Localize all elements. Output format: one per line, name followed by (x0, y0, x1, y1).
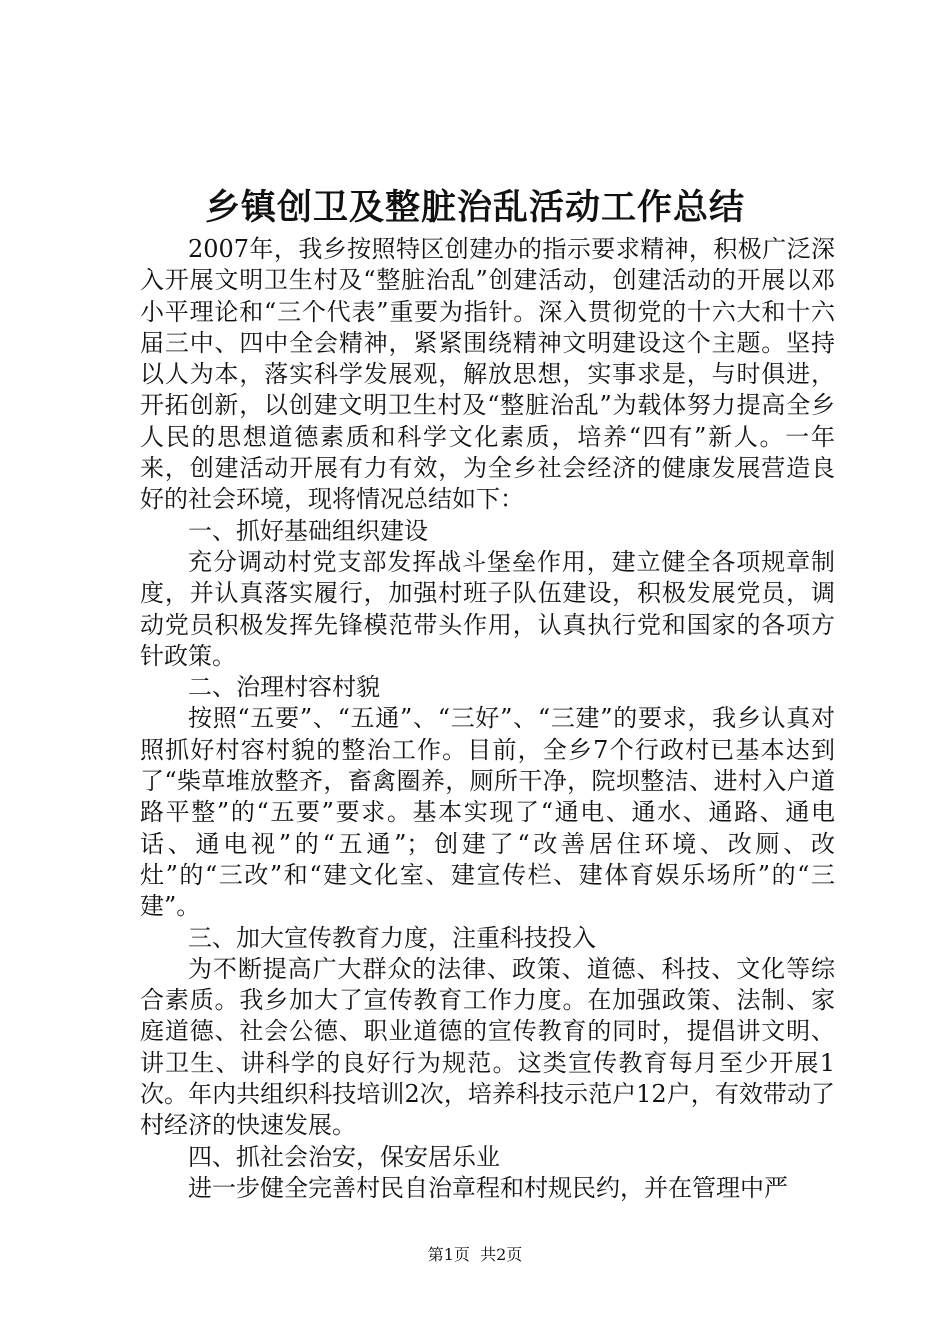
section-body-1: 充分调动村党支部发挥战斗堡垒作用，建立健全各项规章制度，并认真落实履行，加强村班子队伍建设，积极发展党员，调动党员积极发挥先锋模范带头作用，认真执行党和国家的各项方针政策。 (140, 547, 835, 670)
section-body-4: 进一步健全完善村民自治章程和村规民约，并在管理中严 (188, 1173, 788, 1202)
document-body (140, 234, 835, 1204)
section-body-3: 为不断提高广大群众的法律、政策、道德、科技、文化等综合素质。我乡加大了宣传教育工作力度。在加强政策、法制、家庭道德、社会公德、职业道德的宣传教育的同时，提倡讲文明、讲卫生、讲科学的良好行为规范。这类宣传教育每月至少开展1次。年内共组织科技培训2次，培养科技示范户12户，有效带动了村经济的快速发展。 (140, 954, 835, 1140)
section-heading-1: 一、抓好基础组织建设 (188, 516, 428, 545)
page-number-label: 第1页 共2页 (427, 1245, 523, 1264)
intro-paragraph: 2007年，我乡按照特区创建办的指示要求精神，积极广泛深入开展文明卫生村及“整脏治乱”创建活动，创建活动的开展以邓小平理论和“三个代表”重要为指针。深入贯彻党的十六大和十六届三中、四中全会精神，紧紧围绕精神文明建设这个主题。坚持以人为本，落实科学发展观，解放思想，实事求是，与时俱进，开拓创新，以创建文明卫生村及“整脏治乱”为载体努力提高全乡人民的思想道德素质和科学文化素质，培养“四有”新人。一年来，创建活动开展有力有效，为全乡社会经济的健康发展营造良好的社会环境，现将情况总结如下： (140, 235, 835, 514)
section-heading-2: 二、治理村容村貌 (188, 673, 380, 702)
document-title: 乡镇创卫及整脏治乱活动工作总结 (204, 187, 745, 228)
section-heading-3: 三、加大宣传教育力度，注重科技投入 (188, 923, 596, 952)
section-body-2: 按照“五要”、“五通”、“三好”、“三建”的要求，我乡认真对照抓好村容村貌的整治工作。目前，全乡7个行政村已基本达到了“柴草堆放整齐，畜禽圈养，厕所干净，院坝整洁、进村入户道路平整”的“五要”要求。基本实现了“通电、通水、通路、通电话、通电视”的“五通”；创建了“改善居住环境、改厕、改灶”的“三改”和“建文化室、建宣传栏、建体育娱乐场所”的“三建”。 (140, 704, 835, 921)
page-footer (0, 1243, 950, 1267)
section-heading-4: 四、抓社会治安，保安居乐业 (188, 1142, 500, 1171)
